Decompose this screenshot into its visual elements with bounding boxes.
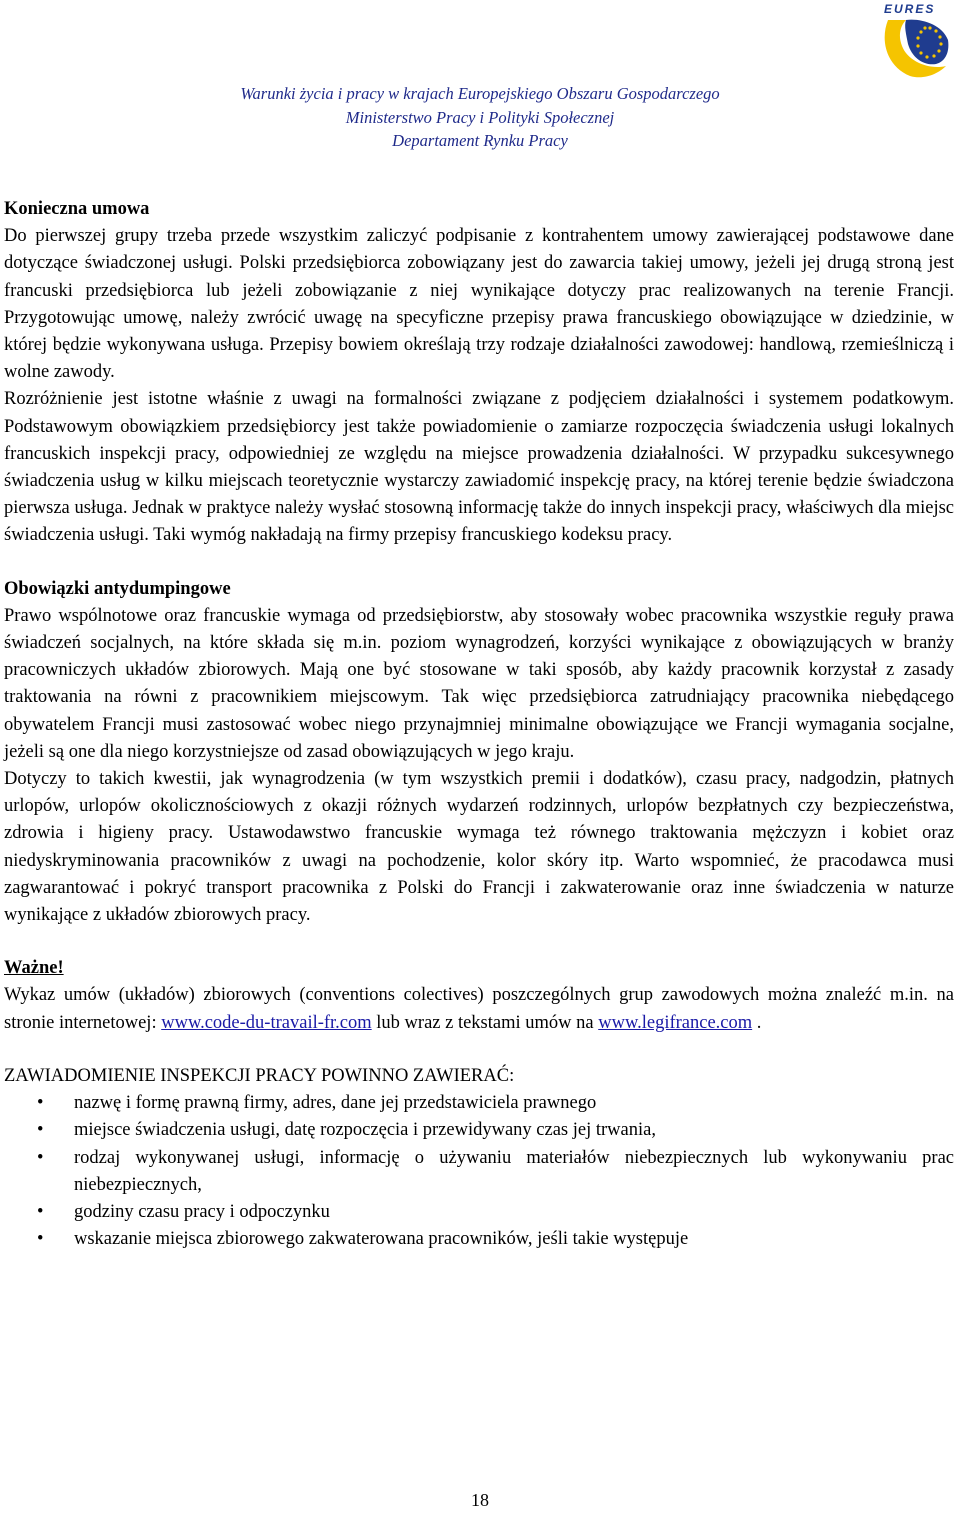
link-legifrance[interactable]: www.legifrance.com (598, 1012, 753, 1033)
eures-logo (880, 0, 952, 82)
list-item: • rodzaj wykonywanej usługi, informację o używaniu materiałów niebezpiecznych lub wykonywaniu prac niebezpiecznych, (4, 1145, 954, 1199)
paragraph-links: Wykaz umów (układów) zbiorowych (conventions colectives) poszczególnych grup zawodowych można znaleźć m.in. na stronie internetowej: www.code-du-travail-fr.com lub wraz z tekstami umów na www.legifrance.com . (4, 985, 954, 1033)
section-title-obowiazki: Obowiązki antydumpingowe (4, 578, 231, 599)
document-header (0, 82, 960, 153)
bullet-icon: • (37, 1120, 44, 1141)
document-body (4, 196, 954, 1253)
list-item: • wskazanie miejsca zbiorowego zakwaterowana pracowników, jeśli takie występuje (4, 1226, 954, 1253)
list-item: • miejsce świadczenia usługi, datę rozpoczęcia i przewidywany czas jej trwania, (4, 1117, 954, 1144)
header-line-2: Ministerstwo Pracy i Polityki Społecznej (345, 107, 615, 127)
list-item: • nazwę i formę prawną firmy, adres, dane jej przedstawiciela prawnego (4, 1090, 954, 1117)
section-title-zawiadomienie: ZAWIADOMIENIE INSPEKCJI PRACY POWINNO ZAWIERAĆ: (4, 1065, 515, 1086)
paragraph: Do pierwszej grupy trzeba przede wszystkim zaliczyć podpisanie z kontrahentem umowy zawierającej podstawowe dane dotyczące świadczonej usługi. Polski przedsiębiorca zobowiązany jest do zawarcia takiej umowy, jeżeli jej drugą stroną jest francuski przedsiębiorca lub jeżeli zobowiązanie z niej wynikające dotyczy prac realizowanych na terenie Francji. Przygotowując umowę, należy zwrócić uwagę na specyficzne przepisy prawa francuskiego obowiązujące w dziedzinie, w której będzie wykonywana usługa. Przepisy bowiem określają trzy rodzaje działalności zawodowej: handlową, rzemieślniczą i wolne zawody. (4, 226, 954, 383)
header-line-1: Warunki życia i pracy w krajach Europejskiego Obszaru Gospodarczego (240, 84, 720, 103)
eures-logo-text: EURES (884, 2, 936, 16)
bullet-icon: • (37, 1229, 44, 1250)
list-item: • godziny czasu pracy i odpoczynku (4, 1199, 954, 1226)
bullet-icon: • (37, 1201, 44, 1222)
bullet-icon: • (37, 1147, 44, 1168)
section-title-konieczna-umowa: Konieczna umowa (4, 199, 150, 219)
paragraph: Dotyczy to takich kwestii, jak wynagrodzenia (w tym wszystkich premii i dodatków), czasu pracy, nadgodzin, płatnych urlopów, urlopów okolicznościowych z okazji różnych wydarzeń rodzinnych, urlopów bezpłatnych czy bezpieczeństwa, zdrowia i higieny pracy. Ustawodawstwo francuskie wymaga też równego traktowania mężczyzn i kobiet oraz niedyskryminowania pracowników z uwagi na pochodzenie, kolor skóry itp. Warto wspomnieć, że pracodawca musi zagwarantować i pokryć transport pracownika z Polski do Francji i zakwaterowanie oraz inne świadczenia w naturze wynikające z układów zbiorowych pracy. (4, 769, 954, 926)
notification-list (4, 1090, 954, 1253)
paragraph: Rozróżnienie jest istotne właśnie z uwagi na formalności związane z podjęciem działalności i systemem podatkowym. Podstawowym obowiązkiem przedsiębiorcy jest także powiadomienie o zamiarze rozpoczęcia świadczenia usługi lokalnych francuskich inspekcji pracy, odpowiedniej ze względu na miejsce prowadzenia działalności. W przypadku sukcesywnego świadczenia usług w kilku miejscach teoretycznie wystarczy zawiadomić inspekcję pracy, na której terenie będzie świadczona pierwsza usługa. Jednak w praktyce należy wysłać stosowną informację także do innych inspekcji pracy, właściwych dla miejsc świadczenia usługi. Taki wymóg nakładają na firmy przepisy francuskiego kodeksu pracy. (4, 389, 954, 546)
section-title-wazne: Ważne! (4, 958, 64, 979)
page-number: 18 (471, 1490, 489, 1510)
bullet-icon: • (37, 1093, 44, 1114)
paragraph: Prawo wspólnotowe oraz francuskie wymaga od przedsiębiorstw, aby stosowały wobec pracownika wszystkie reguły prawa świadczeń socjalnych, na które składa się m.in. poziom wynagrodzeń, korzyści wynikające z obowiązujących w branży pracowniczych układów zbiorowych. Mają one być stosowane w taki sposób, aby każdy pracownik korzystał z zasady traktowania na równi z pracownikiem miejscowym. Tak więc przedsiębiorca zatrudniający pracownika niebędącego obywatelem Francji musi zastosować wobec niego przynajmniej minimalne obowiązujące we Francji wymagania socjalne, jeżeli są one dla niego korzystniejsze od zasad obowiązujących w jego kraju. (4, 605, 954, 762)
header-line-3: Departament Rynku Pracy (392, 131, 568, 150)
link-code-du-travail[interactable]: www.code-du-travail-fr.com (161, 1012, 372, 1033)
